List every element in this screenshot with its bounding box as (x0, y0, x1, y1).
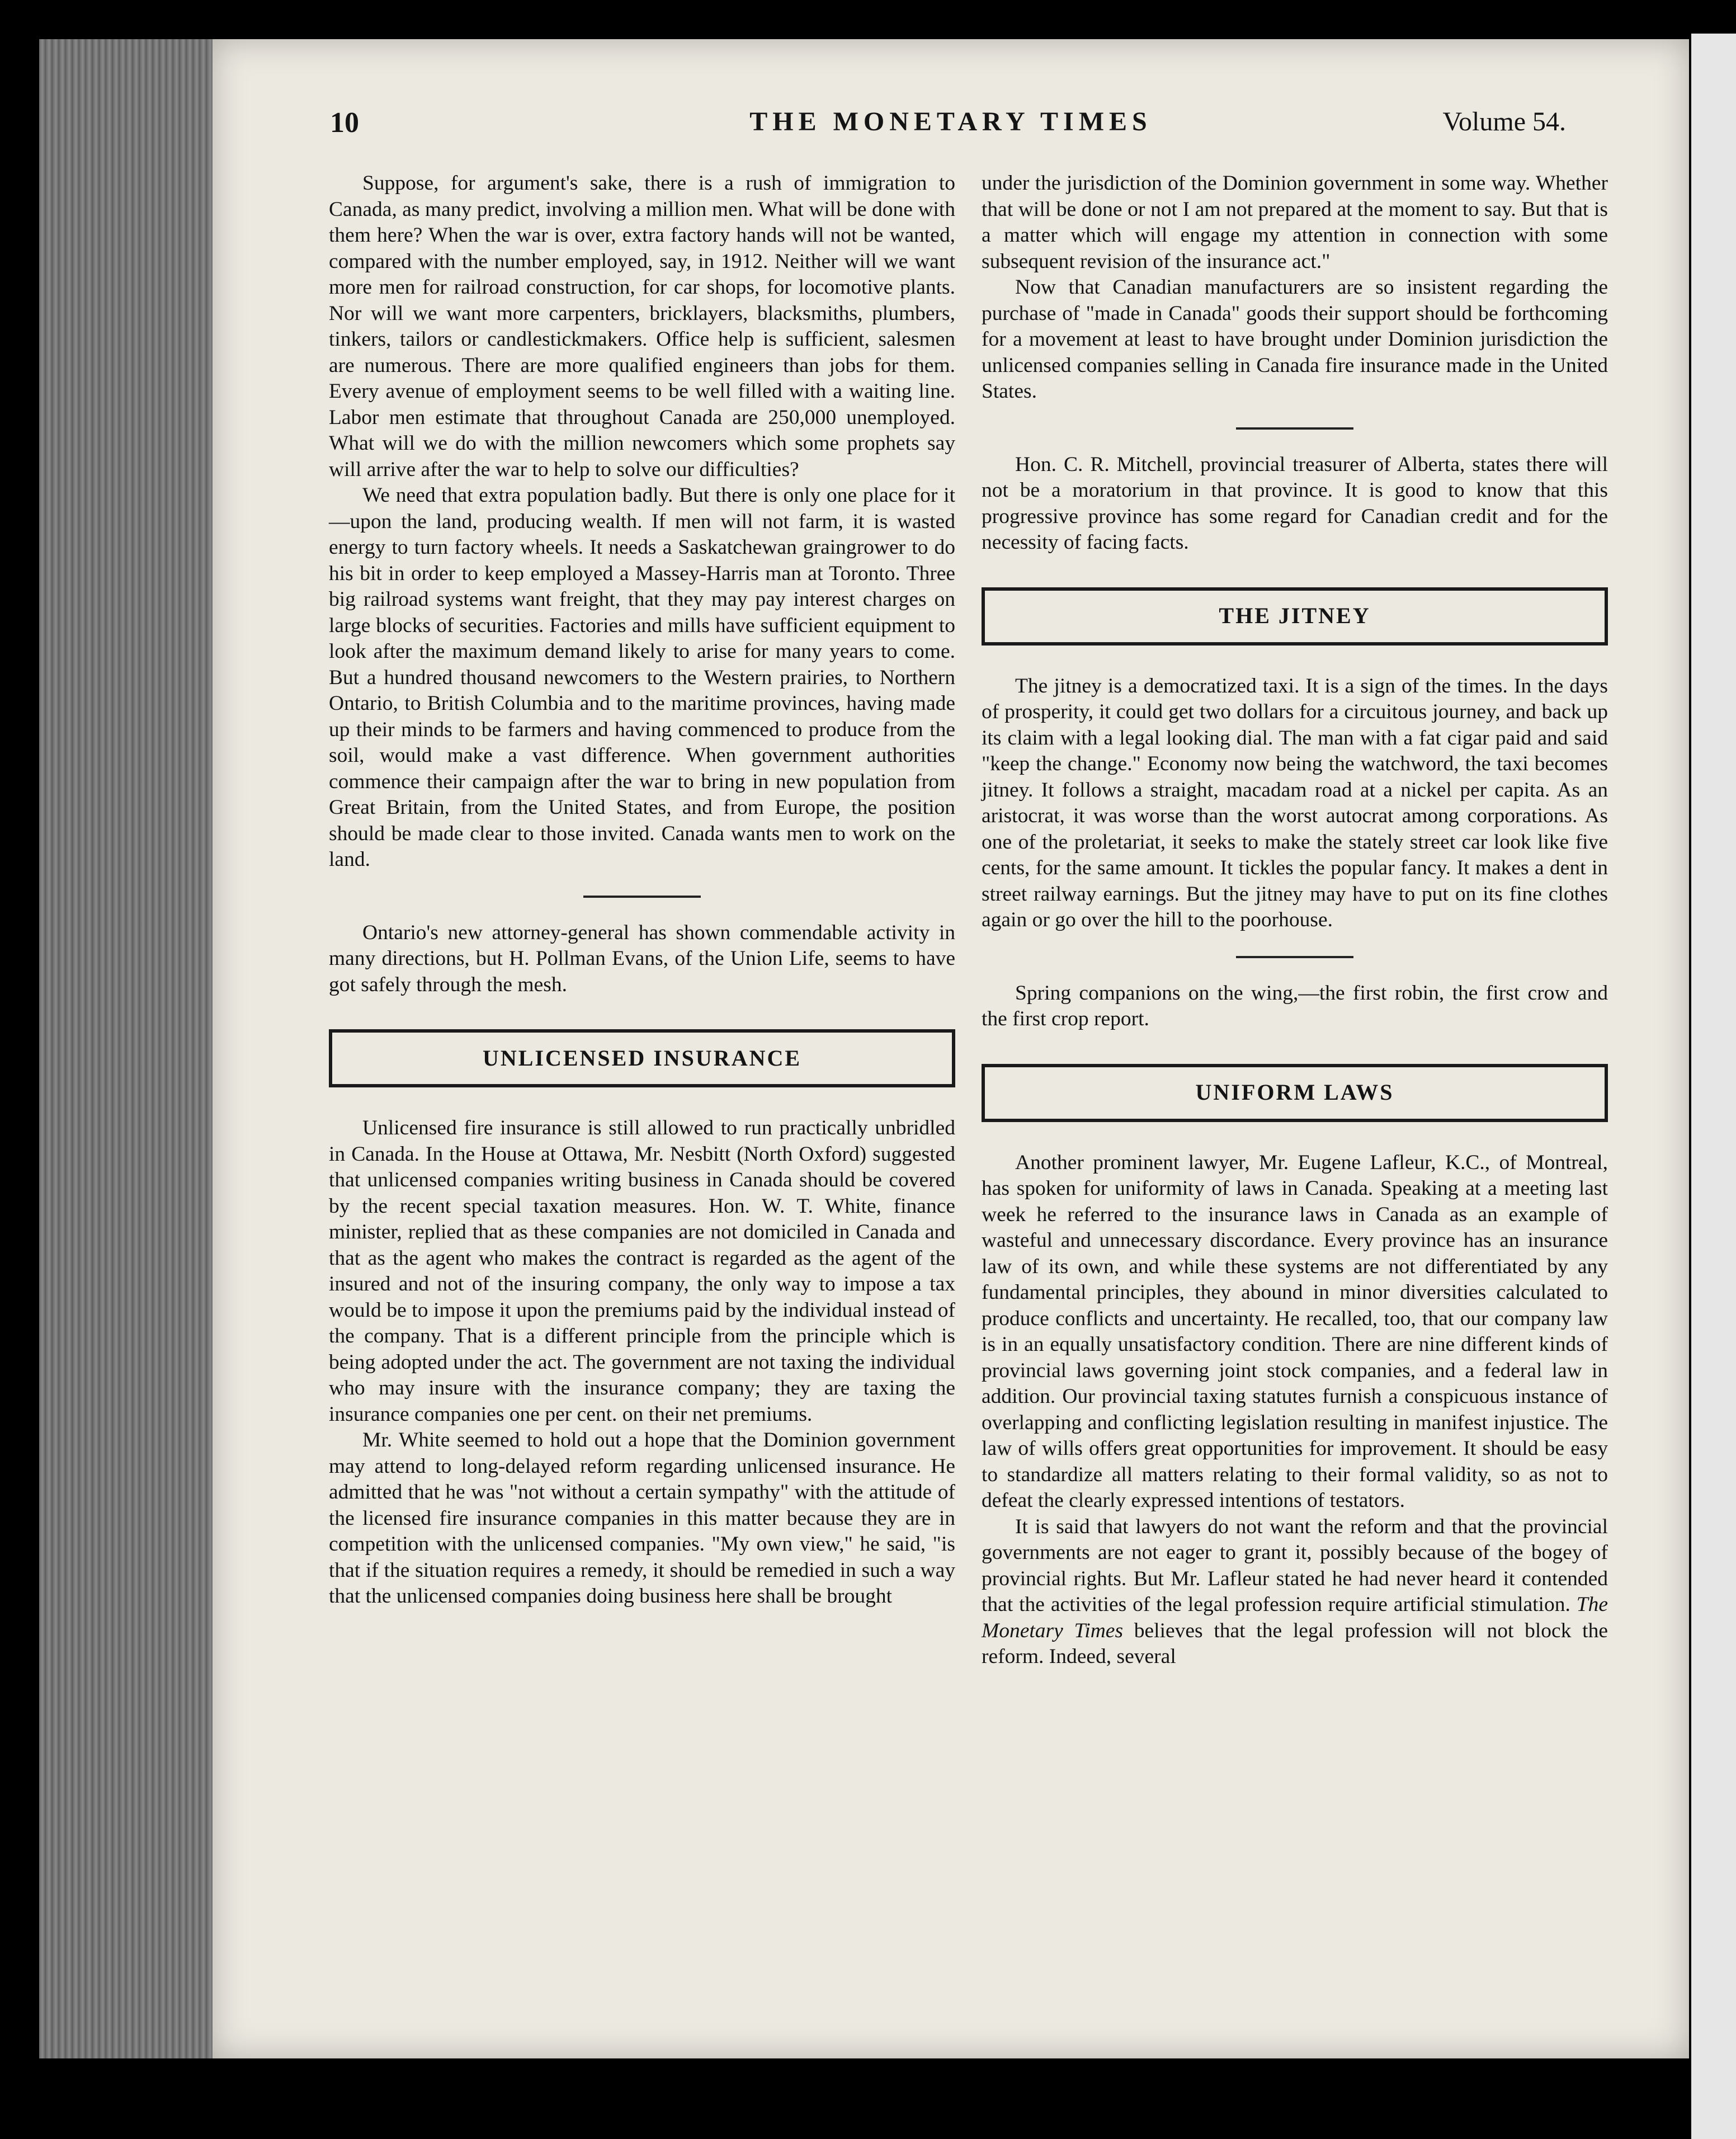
paragraph-immigration: Suppose, for argument's sake, there is a rush of immigration to Canada, as many predict, involving a million men. What will be done with them here? When the war is over, extra factory hands will not be wanted, compared with the number employed, say, in 1912. Neither will we want more men for railroad construction, for car shops, for locomotive plants. Nor will we want more carpenters, bricklayers, blacksmiths, plumbers, tinkers, tailors or candlestickmakers. Office help is sufficient, salesmen are numerous. There are more qualified engineers than jobs for them. Every avenue of employment seems to be well filled with a waiting line. Labor men estimate that throughout Canada are 250,000 unemployed. What will we do with the million newcomers which some prophets say will arrive after the war to help to solve our difficulties? (329, 172, 955, 481)
paragraph-uniform-laws-1: Another prominent lawyer, Mr. Eugene Lafleur, K.C., of Montreal, has spoken for uniformity of laws in Canada. Speaking at a meeting last week he referred to the insurance laws in Canada as an example of wasteful and unnecessary discordance. Every province has an insurance law of its own, and while these systems are not differentiated by any fundamental principles, they abound in minor diversities calculated to produce conflicts and uncertainty. He recalled, too, that our company law is in an equally unsatisfactory condition. There are nine different kinds of provincial laws governing joint stock companies, and a federal law in addition. Our provincial taxing statutes furnish a conspicuous instance of overlapping and conflicting legislation resulting in manifest injustice. The law of wills offers great opportunities for improvement. It should be easy to standardize all matters relating to their formal validity, so as not to defeat the clearly expressed intentions of testators. (982, 1151, 1608, 1512)
paragraph-moratorium: Hon. C. R. Mitchell, provincial treasurer of Alberta, states there will not be a moratorium in that province. It is good to know that this progressive province has some regard for Canadian credit and for the necessity of facing facts. (982, 453, 1608, 554)
newspaper-page (213, 39, 1689, 2058)
section-heading: THE JITNEY (1219, 603, 1371, 629)
paragraph-manufacturers: Now that Canadian manufacturers are so insistent regarding the purchase of "made in Canada" goods their support should be forthcoming for a movement at least to have brought under Dominion jurisdiction the unlicensed companies selling in Canada fire insurance made in the United States. (982, 276, 1608, 403)
paragraph-unlicensed-1: Unlicensed fire insurance is still allowed to run practically unbridled in Canada. In the House at Ottawa, Mr. Nesbitt (North Oxford) suggested that unlicensed companies writing business in Canada should be covered by the recent special taxation measures. Hon. W. T. White, finance minister, replied that as these companies are not domiciled in Canada and that as the agent who makes the contract is regarded as the agent of the insured and not of the insuring company, the only way to impose a tax would be to impose it upon the premiums paid by the individual instead of the company. That is a different principle from the principle which is being adopted under the act. The government are not taxing the individual who may insure with the insurance company; they are taxing the insurance companies one per cent. on their net premiums. (329, 1116, 955, 1426)
section-heading-box (329, 1029, 955, 1087)
section-heading: UNLICENSED INSURANCE (482, 1045, 802, 1071)
running-head (213, 106, 1689, 151)
publication-name: The Monetary Times (982, 1593, 1608, 1642)
section-heading: UNIFORM LAWS (1195, 1080, 1394, 1105)
paragraph-uniform-laws-2 (982, 1514, 1608, 1670)
journal-title: THE MONETARY TIMES (749, 107, 1152, 136)
section-heading-box (982, 1064, 1608, 1122)
text-run: It is said that lawyers do not want the reform and that the provincial governments are not eager to grant it, possibly because of the bogey of provincial rights. But Mr. Lafleur stated he had never heard it contended that the activities of the legal profession require artificial stimulation. (982, 1515, 1608, 1616)
paragraph-unlicensed-2: Mr. White seemed to hold out a hope that the Dominion government may attend to long-delayed reform regarding unlicensed insurance. He admitted that he was "not without a certain sympathy" with the attitude of the licensed fire insurance companies in this matter because they are in competition with the unlicensed companies. "My own view," he said, "is that if the situation requires a remedy, it should be remedied in such a way that the unlicensed companies doing business here shall be brought (329, 1429, 955, 1608)
scanner-margin (1691, 34, 1736, 2139)
left-column (329, 171, 955, 1610)
paragraph-continuation: under the jurisdiction of the Dominion government in some way. Whether that will be done or not I am not prepared at the moment to say. But that is a matter which will engage my attention in connection with some subsequent revision of the insurance act." (982, 172, 1608, 273)
paragraph-attorney-general: Ontario's new attorney-general has shown commendable activity in many directions, but H. Pollman Evans, of the Union Life, seems to have got safely through the mesh. (329, 921, 955, 996)
text-run: believes that the legal profession will not block the reform. Indeed, several (982, 1619, 1608, 1668)
page-number: 10 (330, 107, 359, 139)
paragraph-spring: Spring companions on the wing,—the first robin, the first crow and the first crop report. (982, 981, 1608, 1030)
right-column (982, 171, 1608, 1670)
volume-label: Volume 54. (1442, 107, 1566, 136)
paragraph-jitney: The jitney is a democratized taxi. It is a sign of the times. In the days of prosperity, it could get two dollars for a circuitous journey, and back up its claim with a legal looking dial. The man with a fat cigar paid and said "keep the change." Economy now being the watchword, the taxi becomes jitney. It follows a straight, macadam road at a nickel per capita. As an aristocrat, it was worse than the worst autocrat among corporations. As one of the proletariat, it seeks to make the stately street car look like five cents, for the same amount. It tickles the popular fancy. It makes a dent in street railway earnings. But the jitney may have to put on its fine clothes again or go over the hill to the poorhouse. (982, 674, 1608, 931)
divider-rule (583, 896, 701, 898)
paragraph-population: We need that extra population badly. But there is only one place for it—upon the land, producing wealth. If men will not farm, it is wasted energy to turn factory wheels. It needs a Saskatchewan graingrower to do his bit in order to keep employed a Massey-Harris man at Toronto. Three big railroad systems want freight, that they may pay interest charges on large blocks of securities. Factories and mills have sufficient equipment to look after the maximum demand likely to arise for many years to come. But a hundred thousand newcomers to the Western prairies, to Northern Ontario, to British Columbia and to the maritime provinces, having made up their minds to be farmers and having commenced to produce from the soil, would make a vast difference. When government authorities commence their campaign after the war to bring in new population from Great Britain, from the United States, and from Europe, the position should be made clear to those invited. Canada wants men to work on the land. (329, 484, 955, 871)
book-page-edges (39, 39, 218, 2058)
divider-rule (1236, 956, 1353, 958)
divider-rule (1236, 427, 1353, 430)
section-heading-box (982, 587, 1608, 646)
